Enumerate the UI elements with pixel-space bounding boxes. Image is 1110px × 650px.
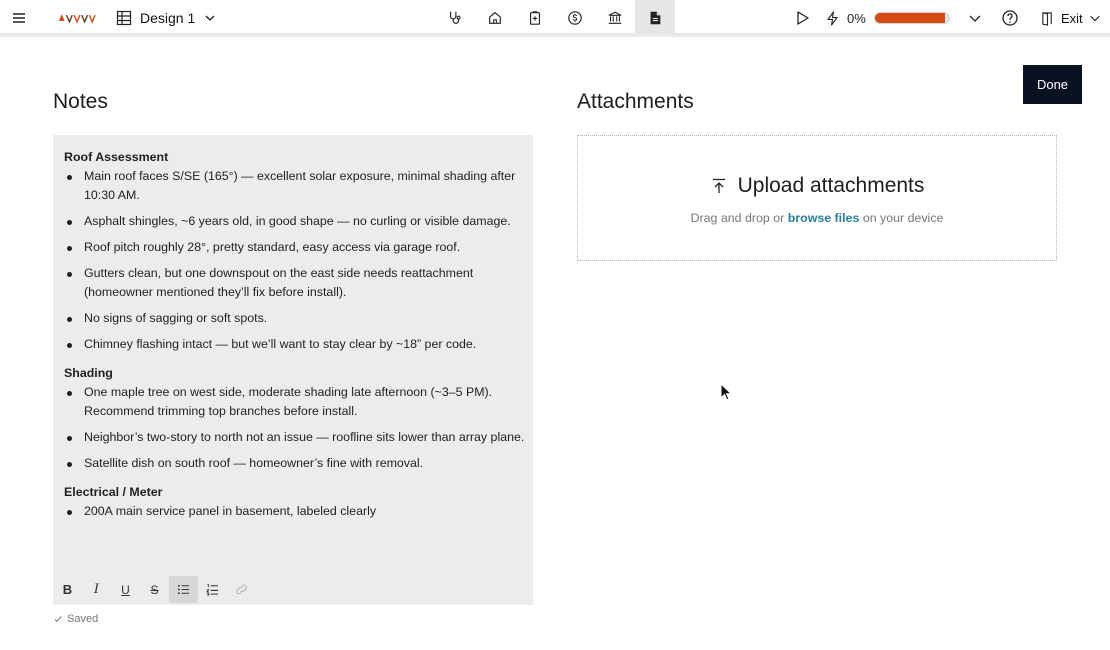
upload-subtitle	[578, 211, 1056, 225]
strikethrough-button[interactable]: S	[150, 582, 159, 597]
section-heading: Shading	[64, 366, 113, 380]
topbar-divider	[0, 33, 1110, 37]
link-button[interactable]	[227, 576, 256, 603]
bullet-list	[64, 383, 526, 473]
progress-bar	[874, 12, 950, 24]
upload-sub-prefix: Drag and drop or	[690, 211, 785, 225]
checkmark-icon	[53, 614, 63, 624]
list-item: Roof pitch roughly 28°, pretty standard, easy access via garage roof.	[64, 238, 526, 257]
italic-button[interactable]: I	[93, 582, 100, 597]
list-item: No signs of sagging or soft spots.	[64, 309, 526, 328]
progress-percent: 0%	[847, 10, 866, 26]
upload-sub-suffix: on your device	[862, 211, 944, 225]
lightning-icon	[826, 11, 839, 26]
tab-pricing[interactable]	[555, 0, 595, 36]
list-item: 200A main service panel in basement, labeled clearly	[64, 502, 526, 521]
document-icon	[647, 10, 663, 26]
exit-label: Exit	[1061, 10, 1083, 26]
help-circle-icon	[1001, 9, 1019, 27]
chevron-down-icon	[1089, 12, 1101, 24]
tab-clipboard[interactable]	[515, 0, 555, 36]
save-status	[53, 613, 98, 625]
tab-stethoscope[interactable]	[435, 0, 475, 36]
bank-icon	[607, 10, 623, 26]
bullet-list	[64, 167, 526, 354]
hamburger-menu-icon[interactable]	[0, 0, 38, 36]
formatting-toolbar	[53, 576, 256, 604]
notes-editor[interactable]	[53, 135, 533, 605]
mouse-cursor	[720, 383, 732, 401]
stethoscope-icon	[447, 10, 463, 26]
company-logo[interactable]	[56, 0, 98, 36]
play-button[interactable]	[783, 0, 821, 36]
save-status-text: Saved	[67, 613, 99, 625]
upload-title-text: Upload attachments	[737, 174, 925, 197]
production-progress[interactable]	[826, 0, 982, 36]
numbered-list-icon	[206, 583, 219, 596]
section-heading: Electrical / Meter	[64, 485, 163, 499]
exit-icon	[1040, 11, 1055, 26]
clipboard-plus-icon	[527, 10, 543, 26]
progress-fill	[875, 13, 945, 23]
notes-title: Notes	[53, 90, 108, 113]
notes-section	[64, 364, 526, 473]
list-item: Chimney flashing intact — but we’ll want to stay clear by ~18” per code.	[64, 335, 526, 354]
bold-button[interactable]: B	[62, 582, 73, 597]
done-button[interactable]: Done	[1023, 65, 1082, 104]
design-name: Design 1	[140, 10, 196, 26]
bullet-list	[64, 502, 526, 521]
browse-files-link[interactable]: browse files	[787, 211, 860, 225]
attachments-title: Attachments	[577, 90, 694, 113]
notes-content[interactable]	[64, 148, 526, 531]
section-heading: Roof Assessment	[64, 150, 169, 164]
list-item: Satellite dish on south roof — homeowner’s fine with removal.	[64, 454, 526, 473]
notes-section	[64, 148, 526, 354]
list-item: Neighbor’s two-story to north not an issue — roofline sits lower than array plane.	[64, 428, 526, 447]
upload-dropzone[interactable]	[577, 135, 1057, 261]
dollar-circle-icon	[567, 10, 583, 26]
list-item: One maple tree on west side, moderate shading late afternoon (~3–5 PM). Recommend trimming top branches before install.	[64, 383, 526, 421]
tab-financing[interactable]	[595, 0, 635, 36]
help-button[interactable]	[991, 0, 1029, 36]
numbered-list-button[interactable]	[198, 576, 227, 603]
tab-home[interactable]	[475, 0, 515, 36]
top-bar	[0, 0, 1110, 36]
exit-button[interactable]	[1040, 0, 1101, 36]
table-grid-icon	[116, 10, 132, 26]
chevron-down-icon	[203, 11, 217, 25]
link-icon	[235, 583, 248, 596]
underline-button[interactable]: U	[121, 582, 130, 597]
bullet-list-icon	[177, 583, 190, 596]
list-item: Main roof faces S/SE (165°) — excellent solar exposure, minimal shading after 10:30 AM.	[64, 167, 526, 205]
list-item: Asphalt shingles, ~6 years old, in good shape — no curling or visible damage.	[64, 212, 526, 231]
chevron-down-icon[interactable]	[968, 11, 982, 25]
play-icon	[793, 9, 811, 27]
notes-section	[64, 483, 526, 521]
design-selector[interactable]	[116, 0, 217, 36]
home-icon	[487, 10, 503, 26]
list-item: Gutters clean, but one downspout on the east side needs reattachment (homeowner mentioned they’ll fix before install).	[64, 264, 526, 302]
bullet-list-button[interactable]	[169, 576, 198, 603]
upload-title	[578, 174, 1056, 198]
upload-icon	[710, 177, 728, 195]
tab-notes[interactable]	[635, 0, 675, 36]
